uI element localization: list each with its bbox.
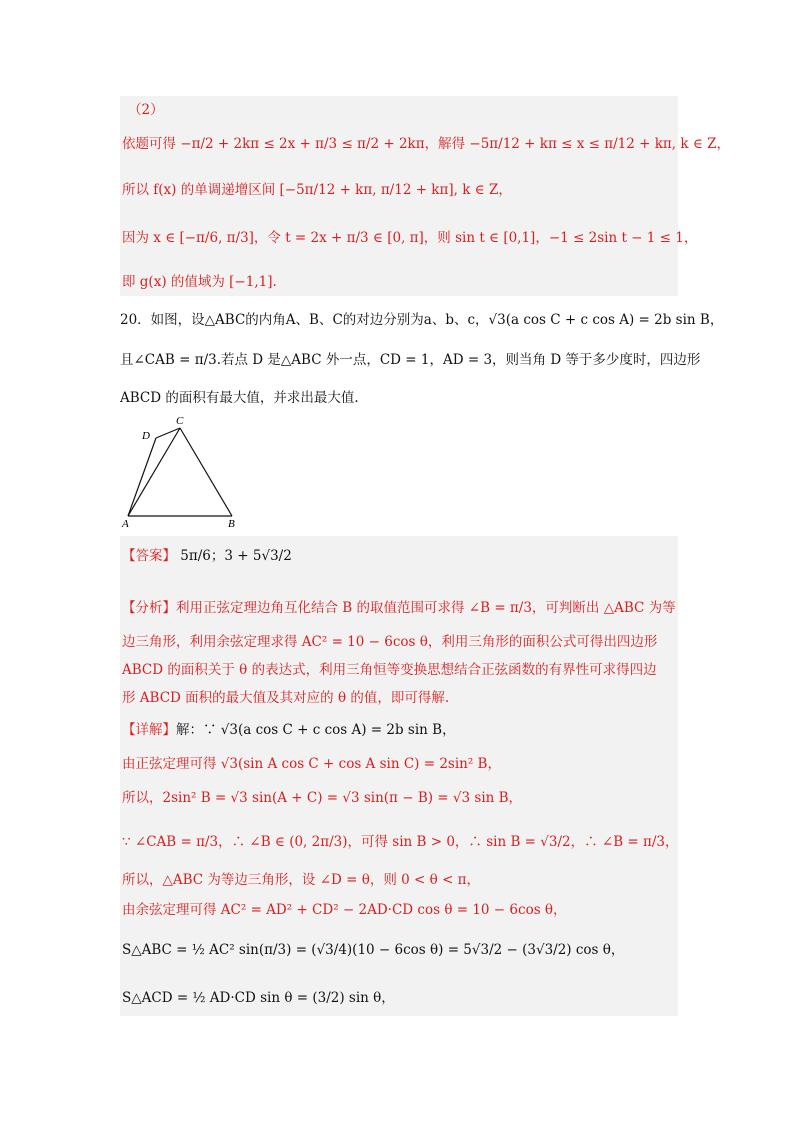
answer-line — [122, 546, 292, 566]
analysis-tag: 【分析】 — [122, 600, 176, 616]
analysis-line-4: 形 ABCD 面积的最大值及其对应的 θ 的值，即可得解. — [122, 690, 450, 706]
detail-line-6: 由余弦定理可得 AC² = AD² + CD² − 2AD·CD cos θ = 10 − 6cos θ， — [122, 902, 567, 918]
quadrilateral-figure — [118, 412, 248, 530]
label-B: B — [228, 518, 235, 530]
label-C: C — [176, 415, 184, 427]
detail-line-5: 所以，△ABC 为等边三角形，设 ∠D = θ，则 0 < θ < π， — [122, 872, 481, 888]
detail-line-1 — [122, 720, 456, 740]
solution-line-3: 因为 x ∈ [−π/6, π/3]，令 t = 2x + π/3 ∈ [0, π]，则 sin t ∈ [0,1]，−1 ≤ 2sin t − 1 ≤ 1， — [122, 230, 698, 246]
analysis-text-1: 利用正弦定理边角互化结合 B 的取值范围可求得 ∠B = π/3，可判断出 △ABC 为等 — [176, 600, 676, 616]
answer-text: 5π/6；3 + 5√3/2 — [180, 548, 292, 564]
label-A: A — [122, 518, 129, 530]
analysis-line-2: 边三角形，利用余弦定理求得 AC² = 10 − 6cos θ，利用三角形的面积公式可得出四边形 — [122, 634, 658, 650]
edge-AC — [128, 428, 180, 516]
solution-panel-part2 — [120, 96, 730, 296]
analysis-line-3: ABCD 的面积关于 θ 的表达式，利用三角恒等变换思想结合正弦函数的有界性可求得四边 — [122, 662, 657, 678]
detail-line-2: 由正弦定理可得 √3(sin A cos C + cos A sin C) = 2sin² B， — [122, 756, 501, 772]
edge-AD — [128, 438, 156, 516]
question-line-3: ABCD 的面积有最大值，并求出最大值. — [120, 390, 359, 406]
analysis-line-1 — [122, 598, 676, 618]
answer-panel — [120, 536, 678, 1016]
edge-BC — [180, 428, 232, 516]
detail-line-3: 所以，2sin² B = √3 sin(A + C) = √3 sin(π − B) = √3 sin B， — [122, 790, 523, 806]
detail-line-4: ∵ ∠CAB = π/3，∴ ∠B ∈ (0, 2π/3)，可得 sin B > 0，∴ sin B = √3/2，∴ ∠B = π/3， — [122, 834, 679, 850]
solution-line-4: 即 g(x) 的值域为 [−1,1]. — [122, 274, 277, 290]
part-label: （2） — [128, 102, 164, 118]
detail-line-7: S△ABC = ½ AC² sin(π/3) = (√3/4)(10 − 6cos θ) = 5√3/2 − (3√3/2) cos θ， — [122, 942, 625, 958]
label-D: D — [142, 430, 150, 442]
solution-line-2: 所以 f(x) 的单调递增区间 [−5π/12 + kπ, π/12 + kπ], k ∈ Z， — [122, 182, 512, 198]
detail-tag: 【详解】 — [122, 722, 176, 738]
question-line-1: 20．如图，设△ABC的内角A、B、C的对边分别为a、b、c，√3(a cos C + c cos A) = 2b sin B， — [120, 312, 724, 328]
answer-tag: 【答案】 — [122, 548, 176, 564]
detail-line-8: S△ACD = ½ AD·CD sin θ = (3/2) sin θ， — [122, 990, 395, 1006]
question-line-2: 且∠CAB = π/3.若点 D 是△ABC 外一点，CD = 1，AD = 3，则当角 D 等于多少度时，四边形 — [120, 352, 701, 368]
detail-text-1: 解：∵ √3(a cos C + c cos A) = 2b sin B， — [176, 722, 456, 738]
solution-line-1: 依题可得 −π/2 + 2kπ ≤ 2x + π/3 ≤ π/2 + 2kπ，解得 −5π/12 + kπ ≤ x ≤ π/12 + kπ, k ∈ Z， — [122, 136, 730, 152]
